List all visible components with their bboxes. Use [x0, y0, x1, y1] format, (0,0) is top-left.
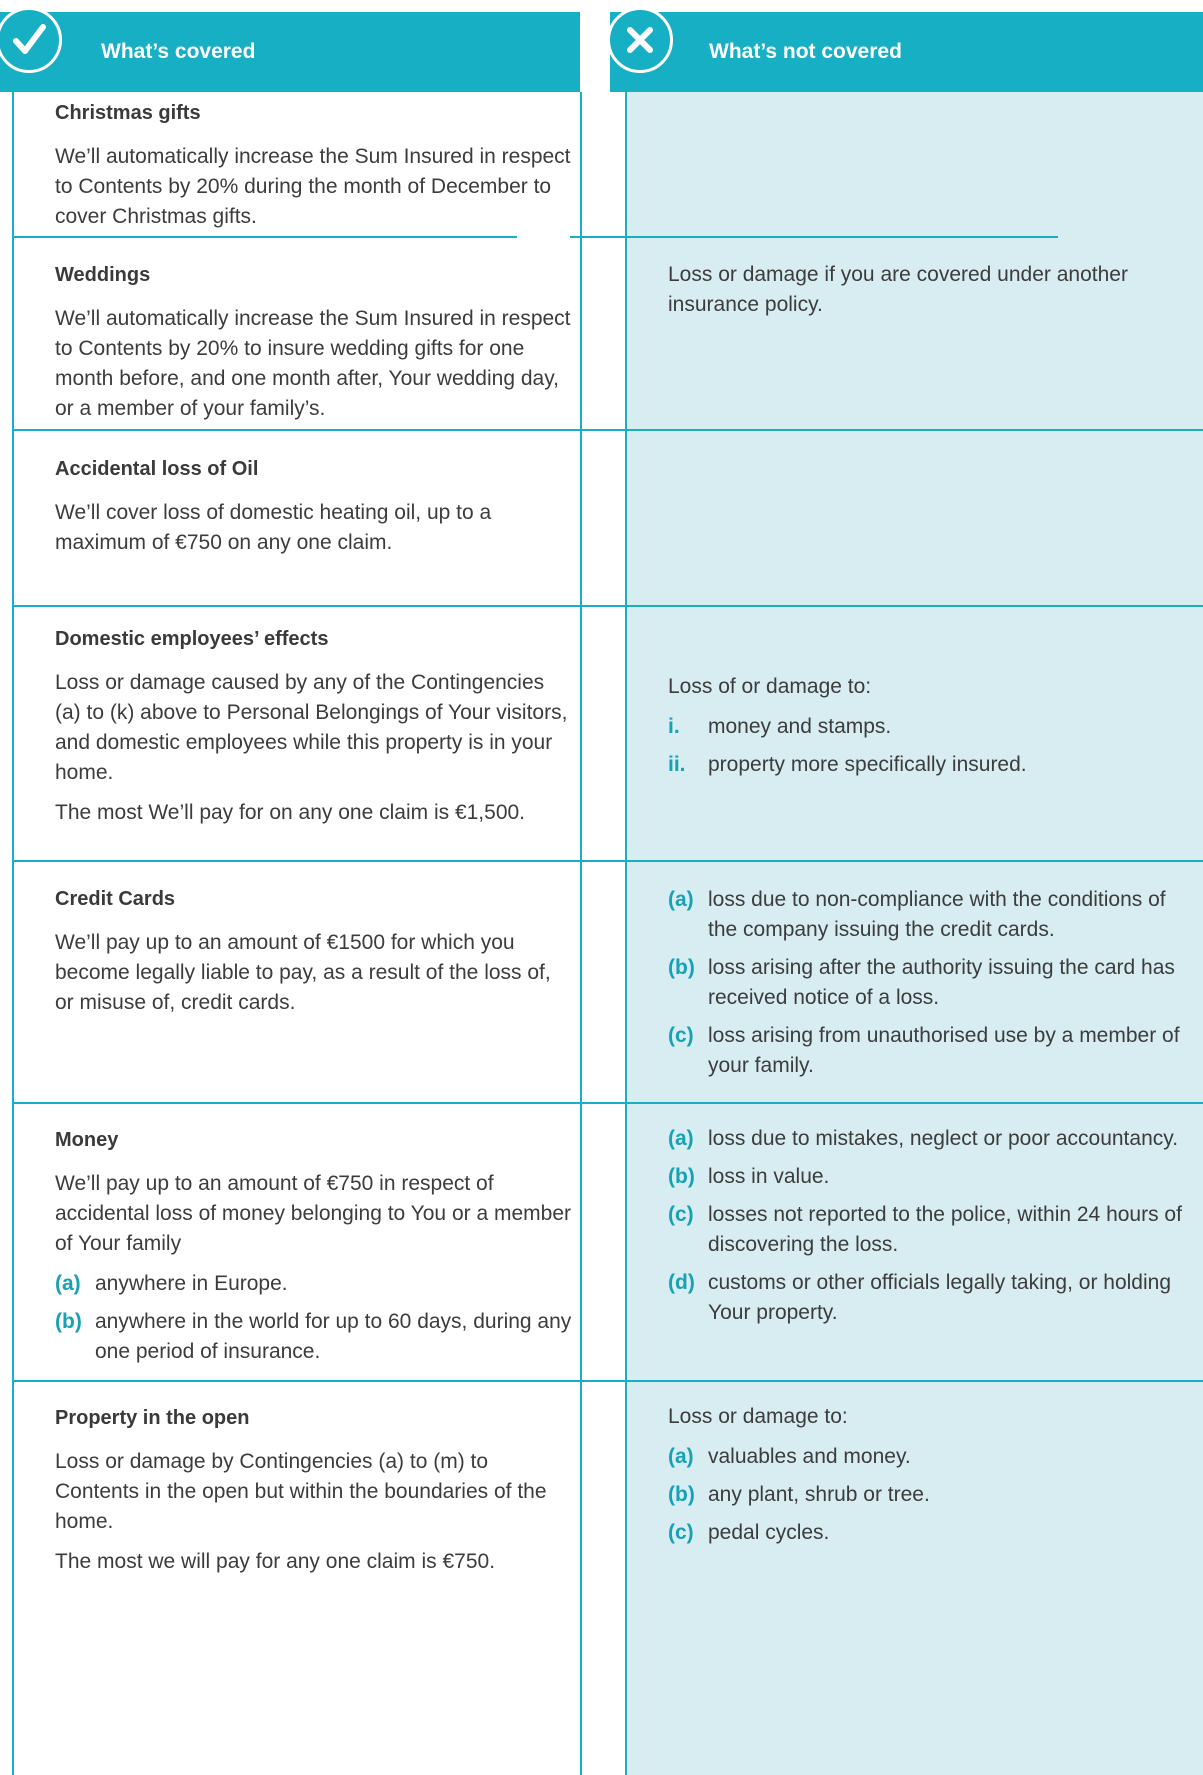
- list-text: anywhere in the world for up to 60 days, during any one period of insurance.: [95, 1310, 572, 1363]
- covered-text: We’ll automatically increase the Sum Insured in respect to Contents by 20% to insure wedding gifts for one month before, and one month after, Your wedding day, or a member of your family’s.: [55, 307, 571, 420]
- row-divider: [13, 605, 581, 607]
- section-title: Accidental loss of Oil: [55, 458, 259, 480]
- section-credit-cards: [55, 884, 575, 1028]
- list-marker: (b): [668, 1483, 695, 1506]
- row-divider: [553, 1380, 1203, 1382]
- cross-icon: [607, 7, 673, 73]
- list-marker: (a): [55, 1272, 81, 1295]
- list-text: losses not reported to the police, within 24 hours of discovering the loss.: [708, 1203, 1182, 1256]
- covered-header: [0, 12, 580, 92]
- section-title: Property in the open: [55, 1407, 250, 1429]
- list-text: loss due to non-compliance with the conditions of the company issuing the credit cards.: [708, 888, 1166, 941]
- covered-text: Loss or damage by Contingencies (a) to (m) to Contents in the open but within the boundaries of the home.: [55, 1450, 547, 1533]
- list-marker: (c): [668, 1024, 694, 1047]
- not-covered-text: Loss or damage if you are covered under another insurance policy.: [668, 263, 1128, 316]
- section-weddings: [55, 260, 575, 434]
- list-item: [668, 1162, 1183, 1192]
- covered-text: Loss or damage caused by any of the Contingencies (a) to (k) above to Personal Belongings of Your visitors, and domestic employees while this property is in your home.: [55, 671, 568, 784]
- covered-limit-text: The most we will pay for any one claim is €750.: [55, 1550, 496, 1573]
- weddings-not-covered: [668, 260, 1183, 330]
- list-text: loss due to mistakes, neglect or poor accountancy.: [708, 1127, 1179, 1150]
- list-item: [668, 1200, 1183, 1260]
- not-covered-header: [610, 12, 1203, 92]
- row-divider: [553, 605, 1203, 607]
- section-title: Money: [55, 1129, 119, 1151]
- list-text: valuables and money.: [708, 1445, 911, 1468]
- section-title: Credit Cards: [55, 888, 176, 910]
- list-item: [668, 1124, 1183, 1154]
- list-marker: (b): [668, 1165, 695, 1188]
- list-text: pedal cycles.: [708, 1521, 830, 1544]
- money-not-covered: [668, 1124, 1183, 1336]
- section-title: Christmas gifts: [55, 102, 201, 124]
- list-marker: (b): [55, 1310, 82, 1333]
- list-marker: (a): [668, 888, 694, 911]
- list-item: [668, 1442, 1183, 1472]
- row-divider: [553, 860, 1203, 862]
- covered-header-title: What’s covered: [101, 40, 256, 63]
- row-divider: [13, 860, 581, 862]
- not-covered-header-title: What’s not covered: [709, 40, 902, 63]
- not-covered-intro: Loss of or damage to:: [668, 675, 872, 698]
- covered-text: We’ll cover loss of domestic heating oil, up to a maximum of €750 on any one claim.: [55, 501, 492, 554]
- list-item: [668, 885, 1183, 945]
- list-marker: (a): [668, 1445, 694, 1468]
- list-item: [55, 1269, 575, 1299]
- list-item: [668, 1480, 1183, 1510]
- list-item: [668, 1518, 1183, 1548]
- list-text: loss arising after the authority issuing the card has received notice of a loss.: [708, 956, 1175, 1009]
- list-marker: ii.: [668, 753, 686, 776]
- section-christmas-gifts: [55, 98, 575, 242]
- list-item: [668, 953, 1183, 1013]
- row-divider: [570, 236, 1058, 238]
- list-marker: (d): [668, 1271, 695, 1294]
- covered-text: We’ll pay up to an amount of €750 in respect of accidental loss of money belonging to You or a member of Your family: [55, 1172, 571, 1255]
- covered-text: We’ll pay up to an amount of €1500 for which you become legally liable to pay, as a result of the loss of, or misuse of, credit cards.: [55, 931, 551, 1014]
- list-text: any plant, shrub or tree.: [708, 1483, 930, 1506]
- list-item: [668, 1021, 1183, 1081]
- list-marker: i.: [668, 715, 680, 738]
- list-text: loss in value.: [708, 1165, 830, 1188]
- list-marker: (c): [668, 1521, 694, 1544]
- not-covered-intro: Loss or damage to:: [668, 1405, 848, 1428]
- section-property-in-open: [55, 1403, 575, 1587]
- list-text: money and stamps.: [708, 715, 892, 738]
- list-text: anywhere in Europe.: [95, 1272, 288, 1295]
- list-item: [668, 750, 1183, 780]
- list-marker: (b): [668, 956, 695, 979]
- covered-limit-text: The most We’ll pay for on any one claim is €1,500.: [55, 801, 526, 824]
- covered-text: We’ll automatically increase the Sum Insured in respect to Contents by 20% during the month of December to cover Christmas gifts.: [55, 145, 571, 228]
- list-text: customs or other officials legally taking, or holding Your property.: [708, 1271, 1172, 1324]
- row-divider: [13, 1380, 581, 1382]
- list-marker: (a): [668, 1127, 694, 1150]
- list-text: loss arising from unauthorised use by a member of your family.: [708, 1024, 1180, 1077]
- row-divider: [553, 1102, 1203, 1104]
- list-marker: (c): [668, 1203, 694, 1226]
- domestic-employees-not-covered: [668, 672, 1183, 788]
- list-item: [668, 712, 1183, 742]
- section-title: Weddings: [55, 264, 151, 286]
- section-domestic-employees-effects: [55, 624, 575, 838]
- list-text: property more specifically insured.: [708, 753, 1027, 776]
- property-in-open-not-covered: [668, 1402, 1183, 1556]
- row-divider: [553, 429, 1203, 431]
- row-divider: [13, 1102, 581, 1104]
- list-item: [668, 1268, 1183, 1328]
- section-title: Domestic employees’ effects: [55, 628, 329, 650]
- section-accidental-loss-oil: [55, 454, 575, 568]
- credit-cards-not-covered: [668, 885, 1183, 1089]
- list-item: [55, 1307, 575, 1367]
- section-money: [55, 1125, 575, 1375]
